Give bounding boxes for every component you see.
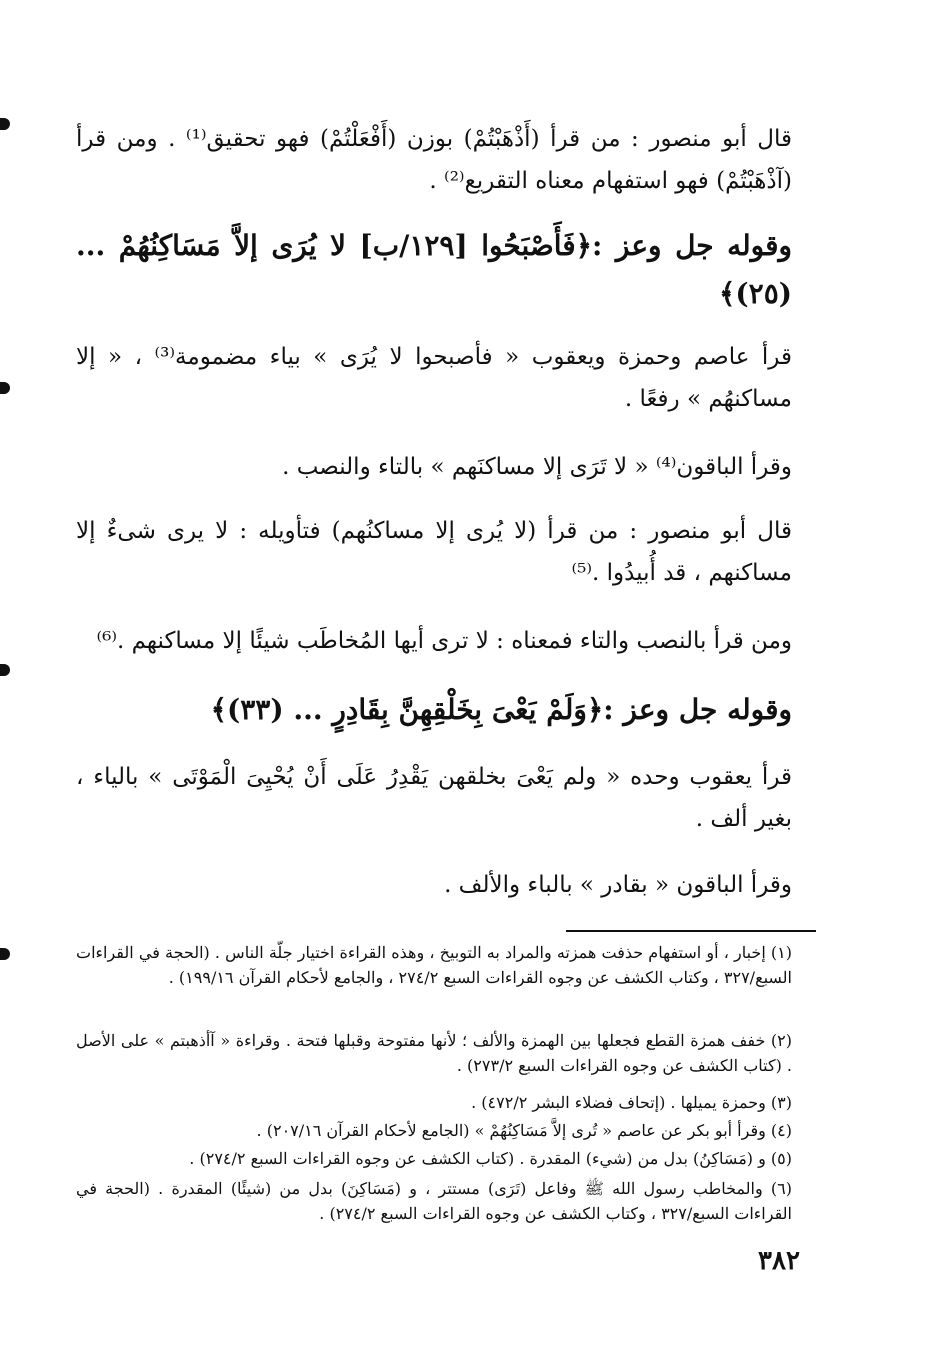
paragraph-1: قال أبو منصور : من قرأ (أَذْهَبْتُمْ) بوزن (أَفْعَلْتُمْ) فهو تحقيق⁽¹⁾ . ومن قرأ (آذْهَبْتُمْ) فهو استفهام معناه التقريع⁽²⁾ . (76, 126, 792, 194)
margin-mark (0, 948, 10, 960)
page-number: ٣٨٢ (758, 1246, 800, 1276)
footnote-divider (566, 930, 816, 932)
margin-mark (0, 118, 10, 130)
verse-heading-2: وقوله جل وعز :﴿وَلَمْ يَعْىَ بِخَلْقِهِنَّ بِقَادِرٍ ... (٣٣)﴾ (210, 693, 792, 726)
footnote-4: (٤) وقرأ أبو بكر عن عاصم « تُرى إلاَّ مَسَاكِنُهُمْ » (الجامع لأحكام القرآن ٢٠٧/١٦) . (256, 1121, 792, 1140)
verse-heading-1: وقوله جل وعز :﴿فَأَصْبَحُوا [١٢٩/ب] لا يُرَى إلاَّ مَسَاكِنُهُمْ ... (٢٥)﴾ (76, 229, 793, 310)
footnote-3: (٣) وحمزة يميلها . (إتحاف فضلاء البشر ٤٧٢/٢) . (471, 1093, 792, 1112)
margin-mark (0, 382, 10, 394)
margin-mark (0, 664, 10, 676)
footnote-2: (٢) خفف همزة القطع فجعلها بين الهمزة والألف ؛ لأنها مفتوحة وقبلها فتحة . وقراءة « آأذهبتم » على الأصل . (كتاب الكشف عن وجوه القراءات السبع ٢٧٣/٢) . (76, 1031, 792, 1075)
paragraph-7: وقرأ الباقون « بقادر » بالباء والألف . (444, 872, 792, 898)
paragraph-2: قرأ عاصم وحمزة ويعقوب « فأصبحوا لا يُرَى » بياء مضمومة⁽³⁾ ، « إلا مساكنهُم » رفعًا . (76, 344, 792, 412)
paragraph-5: ومن قرأ بالنصب والتاء فمعناه : لا ترى أيها المُخاطَب شيئًا إلا مساكنهم .⁽⁶⁾ (96, 628, 792, 654)
paragraph-6: قرأ يعقوب وحده « ولم يَعْىَ بخلقهن يَقْدِرُ عَلَى أَنْ يُحْيِىَ الْمَوْتَى » بالياء ، بغير ألف . (76, 764, 792, 832)
paragraph-3: وقرأ الباقون⁽⁴⁾ « لا تَرَى إلا مساكنَهم » بالتاء والنصب . (282, 454, 792, 480)
paragraph-4: قال أبو منصور : من قرأ (لا يُرى إلا مساكنُهم) فتأويله : لا يرى شىءٌ إلا مساكنهم ، قد أُبيدُوا .⁽⁵⁾ (76, 518, 792, 586)
footnote-1: (١) إخبار ، أو استفهام حذفت همزته والمراد به التوبيخ ، وهذه القراءة اختيار جلّة الناس . (الحجة في القراءات السبع/٣٢٧ ، وكتاب الكشف عن وجوه القراءات السبع ٢٧٤/٢ ، والجامع لأحكام القرآن ١٩٩/١٦) . (76, 943, 792, 987)
footnote-6: (٦) والمخاطب رسول الله ﷺ وفاعل (تَرَى) مستتر ، و (مَسَاكِنَ) بدل من (شيئًا) المقدرة . (الحجة في القراءات السبع/٣٢٧ ، وكتاب الكشف عن وجوه القراءات السبع ٢٧٤/٢) . (76, 1179, 792, 1223)
footnote-5: (٥) و (مَسَاكِنُ) بدل من (شيء) المقدرة . (كتاب الكشف عن وجوه القراءات السبع ٢٧٤/٢) . (189, 1149, 792, 1168)
